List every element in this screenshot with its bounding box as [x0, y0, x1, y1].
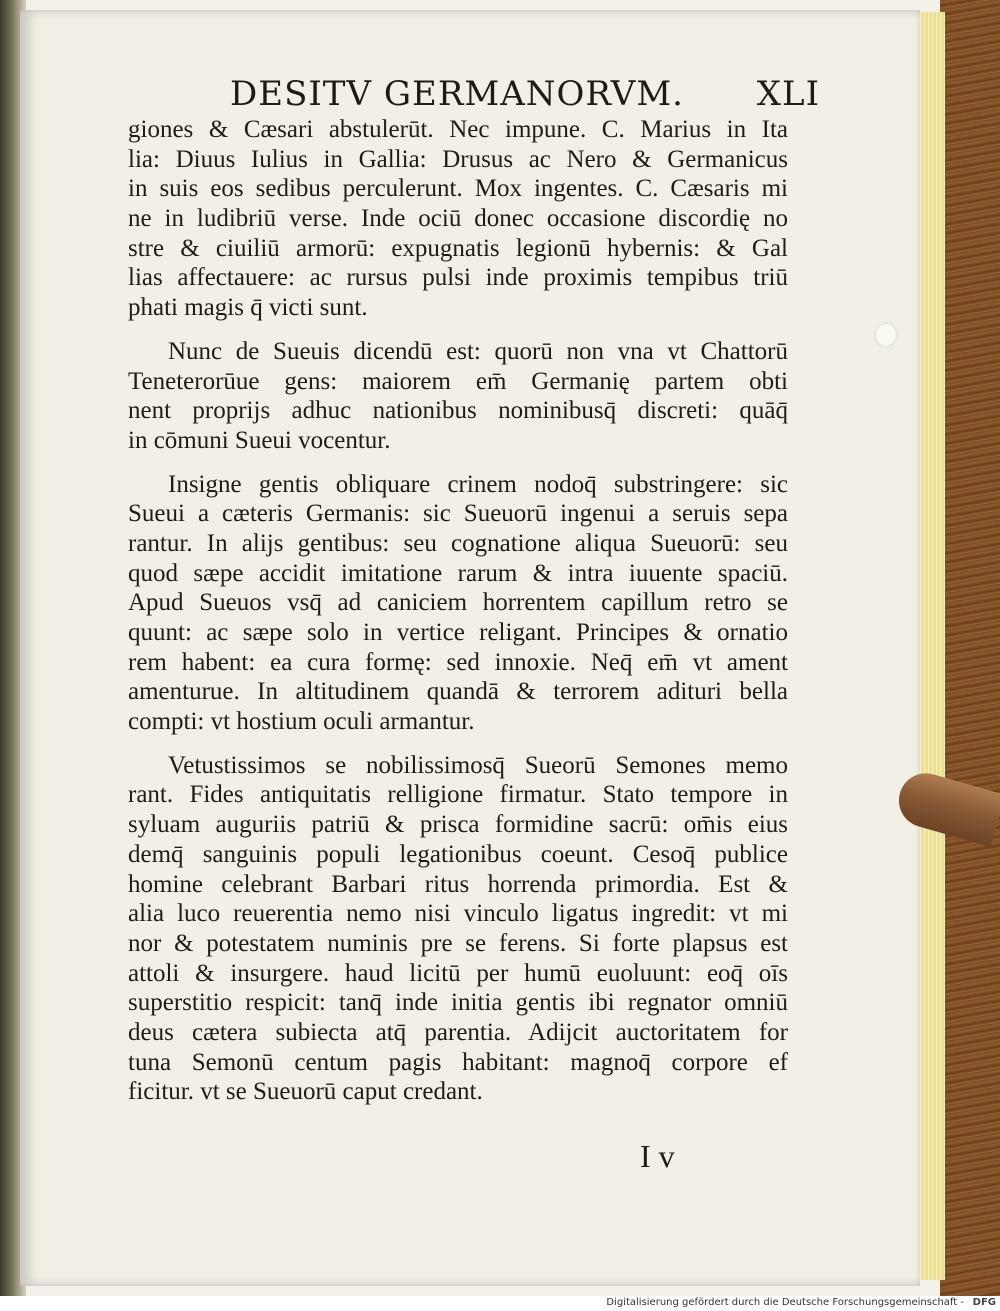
text-line: in cōmuni Sueui vocentur.	[128, 426, 391, 454]
text-line: Apud Sueuos vsq̄ ad caniciem horrentem capillum retro se	[128, 589, 788, 617]
text-line: deus cætera subiecta atq̄ parentia. Adijcit auctoritatem for	[128, 1018, 788, 1046]
text-line: giones & Cæsari abstulerūt. Nec impune. C. Marius in Ita	[128, 116, 788, 143]
text-line: tuna Semonū centum pagis habitant: magnoq̄ corpore ef	[128, 1048, 788, 1076]
text-line: syluam auguriis patriū & prisca formidine sacrū: om̄is eius	[128, 811, 788, 839]
running-head	[230, 74, 820, 118]
text-line: compti: vt hostium oculi armantur.	[128, 708, 475, 736]
text-line: amenturue. In altitudinem quandā & terrorem adituri bella	[128, 678, 788, 706]
text-line: superstitio respicit: tanq̄ inde initia gentis ibi regnator omniū	[128, 989, 788, 1017]
text-line: rem habent: ea cura formę: sed innoxie. Neq̄ em̄ vt ament	[128, 648, 788, 676]
text-line: demq̄ sanguinis populi legationibus coeunt. Cesoq̄ publice	[128, 840, 788, 868]
text-line: ficitur. vt se Sueuorū caput credant.	[128, 1078, 483, 1106]
text-line: Insigne gentis obliquare crinem nodoq̄ substringere: sic	[168, 470, 788, 498]
text-line: stre & ciuiliū armorū: expugnatis legionū hybernis: & Gal	[128, 234, 788, 262]
paragraph	[128, 751, 788, 1107]
funding-credit: Digitalisierung gefördert durch die Deutsche Forschungsgemeinschaft -	[606, 1297, 964, 1308]
folio-number: XLI	[756, 74, 820, 114]
text-line: nor & potestatem numinis pre se ferens. Si forte plapsus est	[128, 929, 788, 957]
paragraph	[128, 337, 788, 456]
book-cover-edge	[940, 0, 1000, 1296]
text-body	[128, 115, 788, 1121]
text-line: attoli & insurgere. haud licitū per humū euoluunt: eoq̄ oīs	[128, 959, 788, 987]
text-line: Nunc de Sueuis dicendū est: quorū non vna vt Chattorū	[168, 337, 788, 365]
text-line: quunt: ac sæpe solo in vertice religant. Principes & ornatio	[128, 619, 788, 646]
text-line: lia: Diuus Iulius in Gallia: Drusus ac Nero & Germanicus	[128, 145, 788, 173]
text-line: Vetustissimos se nobilissimosq̄ Sueorū Semones memo	[168, 751, 788, 779]
text-line: phati magis q̄ victi sunt.	[128, 294, 368, 322]
text-line: Sueui a cæteris Germanis: sic Sueuorū ingenui a seruis sepa	[128, 500, 788, 528]
text-line: quod sæpe accidit imitatione rarum & intra iuuente spaciū.	[128, 559, 788, 587]
dfg-logo: DFG	[972, 1297, 996, 1308]
text-line: rant. Fides antiquitatis relligione firmatur. Stato tempore in	[128, 781, 788, 809]
paragraph	[128, 470, 788, 737]
running-head-title: DESITV GERMANORVM.	[230, 74, 684, 114]
text-line: ne in ludibriū verse. Inde ociū donec occasione discordię no	[128, 205, 788, 233]
signature-mark: I v	[640, 1138, 675, 1174]
text-line: nent proprijs adhuc nationibus nominibusq̄ discreti: quāq̄	[128, 397, 788, 425]
text-line: Teneterorūue gens: maiorem em̄ Germanię partem obti	[128, 367, 788, 395]
text-line: homine celebrant Barbari ritus horrenda primordia. Est &	[128, 870, 788, 898]
paper-hole	[876, 324, 896, 346]
text-line: alia luco reuerentia nemo nisi vinculo ligatus ingredit: vt mi	[128, 900, 788, 928]
text-line: rantur. In alijs gentibus: seu cognatione aliqua Sueuorū: seu	[128, 529, 788, 557]
paragraph	[128, 115, 788, 323]
digitization-footer	[0, 1296, 1000, 1311]
text-line: in suis eos sedibus perculerunt. Mox ingentes. C. Cæsaris mi	[128, 175, 788, 203]
text-line: lias affectauere: ac rursus pulsi inde proximis tempibus triū	[128, 264, 788, 292]
